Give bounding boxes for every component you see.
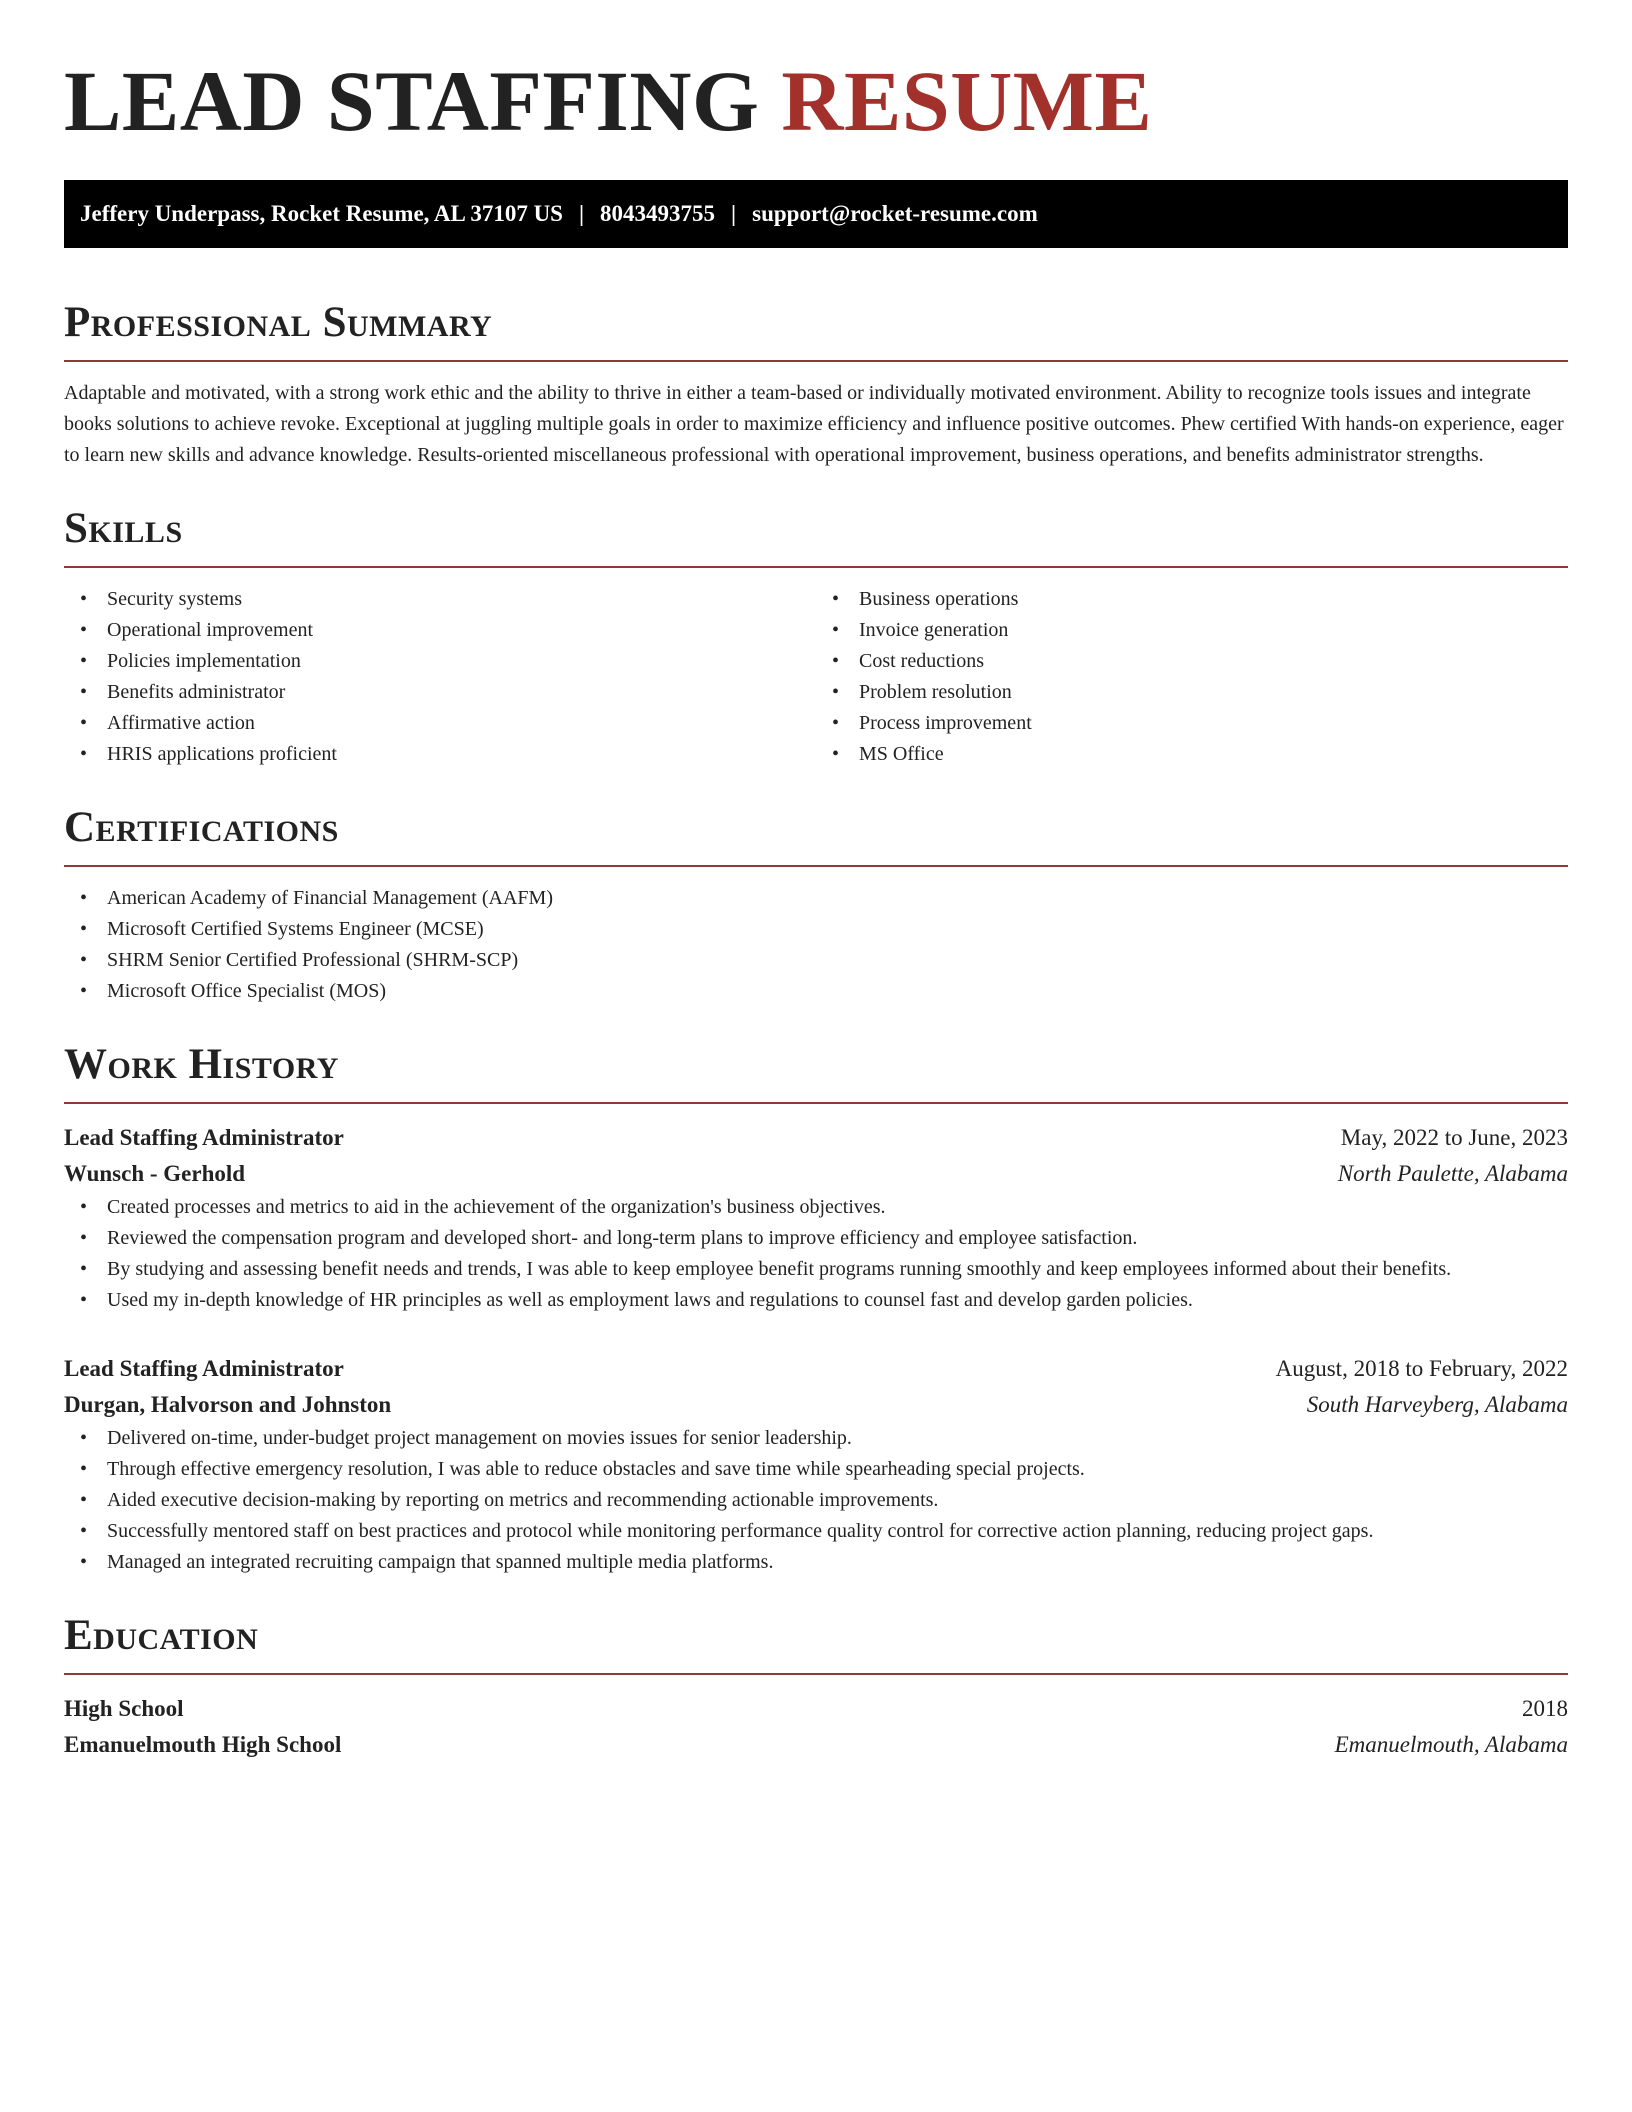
education-location: Emanuelmouth, Alabama <box>1334 1732 1568 1757</box>
skill-item: • Policies implementation <box>64 646 816 677</box>
skill-item: • Process improvement <box>816 708 1568 739</box>
section-divider <box>64 1673 1568 1675</box>
skills-list-left <box>64 584 816 770</box>
section-heading: Professional Summary <box>64 299 493 346</box>
section-divider <box>64 566 1568 568</box>
contact-address: Jeffery Underpass, Rocket Resume, AL 37107 US <box>80 201 563 226</box>
job-bullet: • Through effective emergency resolution, I was able to reduce obstacles and save time while spearheading special projects. <box>64 1454 1568 1485</box>
job-bullet: • Delivered on-time, under-budget project management on movies issues for senior leadership. <box>64 1423 1568 1454</box>
skills-section <box>64 507 1568 770</box>
job-title: Lead Staffing Administrator <box>64 1356 344 1381</box>
education-school: Emanuelmouth High School <box>64 1732 342 1757</box>
skill-item: • Business operations <box>816 584 1568 615</box>
skill-item: • Affirmative action <box>64 708 816 739</box>
job-bullet: • By studying and assessing benefit needs and trends, I was able to keep employee benefit programs running smoothly and keep employees informed about their benefits. <box>64 1254 1568 1285</box>
job-entry <box>64 1120 1568 1316</box>
job-title-row <box>64 1120 1568 1156</box>
job-dates: August, 2018 to February, 2022 <box>1275 1356 1568 1381</box>
contact-separator: | <box>731 201 737 226</box>
job-bullet: • Created processes and metrics to aid in the achievement of the organization's business objectives. <box>64 1192 1568 1223</box>
work-history-section <box>64 1043 1568 1578</box>
job-bullet: • Reviewed the compensation program and developed short- and long-term plans to improve efficiency and employee satisfaction. <box>64 1223 1568 1254</box>
title-part-1: LEAD STAFFING <box>64 53 760 149</box>
section-divider <box>64 865 1568 867</box>
skill-item: • Operational improvement <box>64 615 816 646</box>
job-company: Durgan, Halvorson and Johnston <box>64 1392 392 1417</box>
contact-phone[interactable]: 8043493755 <box>600 201 716 226</box>
contact-email[interactable]: support@rocket-resume.com <box>752 201 1038 226</box>
job-bullet: • Managed an integrated recruiting campaign that spanned multiple media platforms. <box>64 1547 1568 1578</box>
skill-item: • Invoice generation <box>816 615 1568 646</box>
certification-item: • Microsoft Office Specialist (MOS) <box>64 976 1568 1007</box>
job-bullet: • Used my in-depth knowledge of HR principles as well as employment laws and regulations to counsel fast and develop garden policies. <box>64 1285 1568 1316</box>
contact-separator: | <box>578 201 585 226</box>
skill-item: • Cost reductions <box>816 646 1568 677</box>
section-divider <box>64 360 1568 362</box>
skill-item: • Security systems <box>64 584 816 615</box>
education-degree: High School <box>64 1696 184 1721</box>
education-section <box>64 1614 1568 1763</box>
job-location: South Harveyberg, Alabama <box>1306 1392 1568 1417</box>
skills-list-right <box>816 584 1568 770</box>
section-divider <box>64 1102 1568 1104</box>
resume-title <box>64 53 1568 149</box>
job-title-row <box>64 1351 1568 1387</box>
skills-grid <box>64 584 1568 770</box>
section-heading: Education <box>64 1612 259 1659</box>
certification-item: • American Academy of Financial Management (AAFM) <box>64 883 1568 914</box>
section-heading: Work History <box>64 1041 339 1088</box>
skill-item: • Benefits administrator <box>64 677 816 708</box>
certification-item: • SHRM Senior Certified Professional (SHRM-SCP) <box>64 945 1568 976</box>
certifications-section <box>64 806 1568 1007</box>
job-company-row <box>64 1156 1568 1192</box>
job-location: North Paulette, Alabama <box>1337 1161 1568 1186</box>
job-company-row <box>64 1387 1568 1423</box>
job-dates: May, 2022 to June, 2023 <box>1340 1125 1568 1150</box>
title-part-2: RESUME <box>781 53 1153 149</box>
job-bullet: • Successfully mentored staff on best practices and protocol while monitoring performance quality control for corrective action planning, reducing project gaps. <box>64 1516 1568 1547</box>
skill-item: • MS Office <box>816 739 1568 770</box>
job-company: Wunsch - Gerhold <box>64 1161 246 1186</box>
education-school-row <box>64 1727 1568 1763</box>
education-year: 2018 <box>1522 1696 1568 1721</box>
job-bullets <box>64 1423 1568 1578</box>
job-bullet: • Aided executive decision-making by reporting on metrics and recommending actionable improvements. <box>64 1485 1568 1516</box>
certifications-list <box>64 883 1568 1007</box>
job-title: Lead Staffing Administrator <box>64 1125 344 1150</box>
summary-section <box>64 301 1568 471</box>
section-heading: Certifications <box>64 804 339 851</box>
summary-text: Adaptable and motivated, with a strong work ethic and the ability to thrive in either a team-based or individually motivated environment. Ability to recognize tools issues and integrate books solutions to achieve revoke. Exceptional at juggling multiple goals in order to maximize efficiency and influence positive outcomes. Phew certified With hands-on experience, eager to learn new skills and advance knowledge. Results-oriented miscellaneous professional with operational improvement, business operations, and benefits administrator strengths. <box>64 382 1564 466</box>
education-degree-row <box>64 1691 1568 1727</box>
skill-item: • HRIS applications proficient <box>64 739 816 770</box>
job-entry <box>64 1351 1568 1578</box>
skill-item: • Problem resolution <box>816 677 1568 708</box>
contact-bar <box>64 180 1568 248</box>
job-bullets <box>64 1192 1568 1316</box>
section-heading: Skills <box>64 505 183 552</box>
certification-item: • Microsoft Certified Systems Engineer (MCSE) <box>64 914 1568 945</box>
